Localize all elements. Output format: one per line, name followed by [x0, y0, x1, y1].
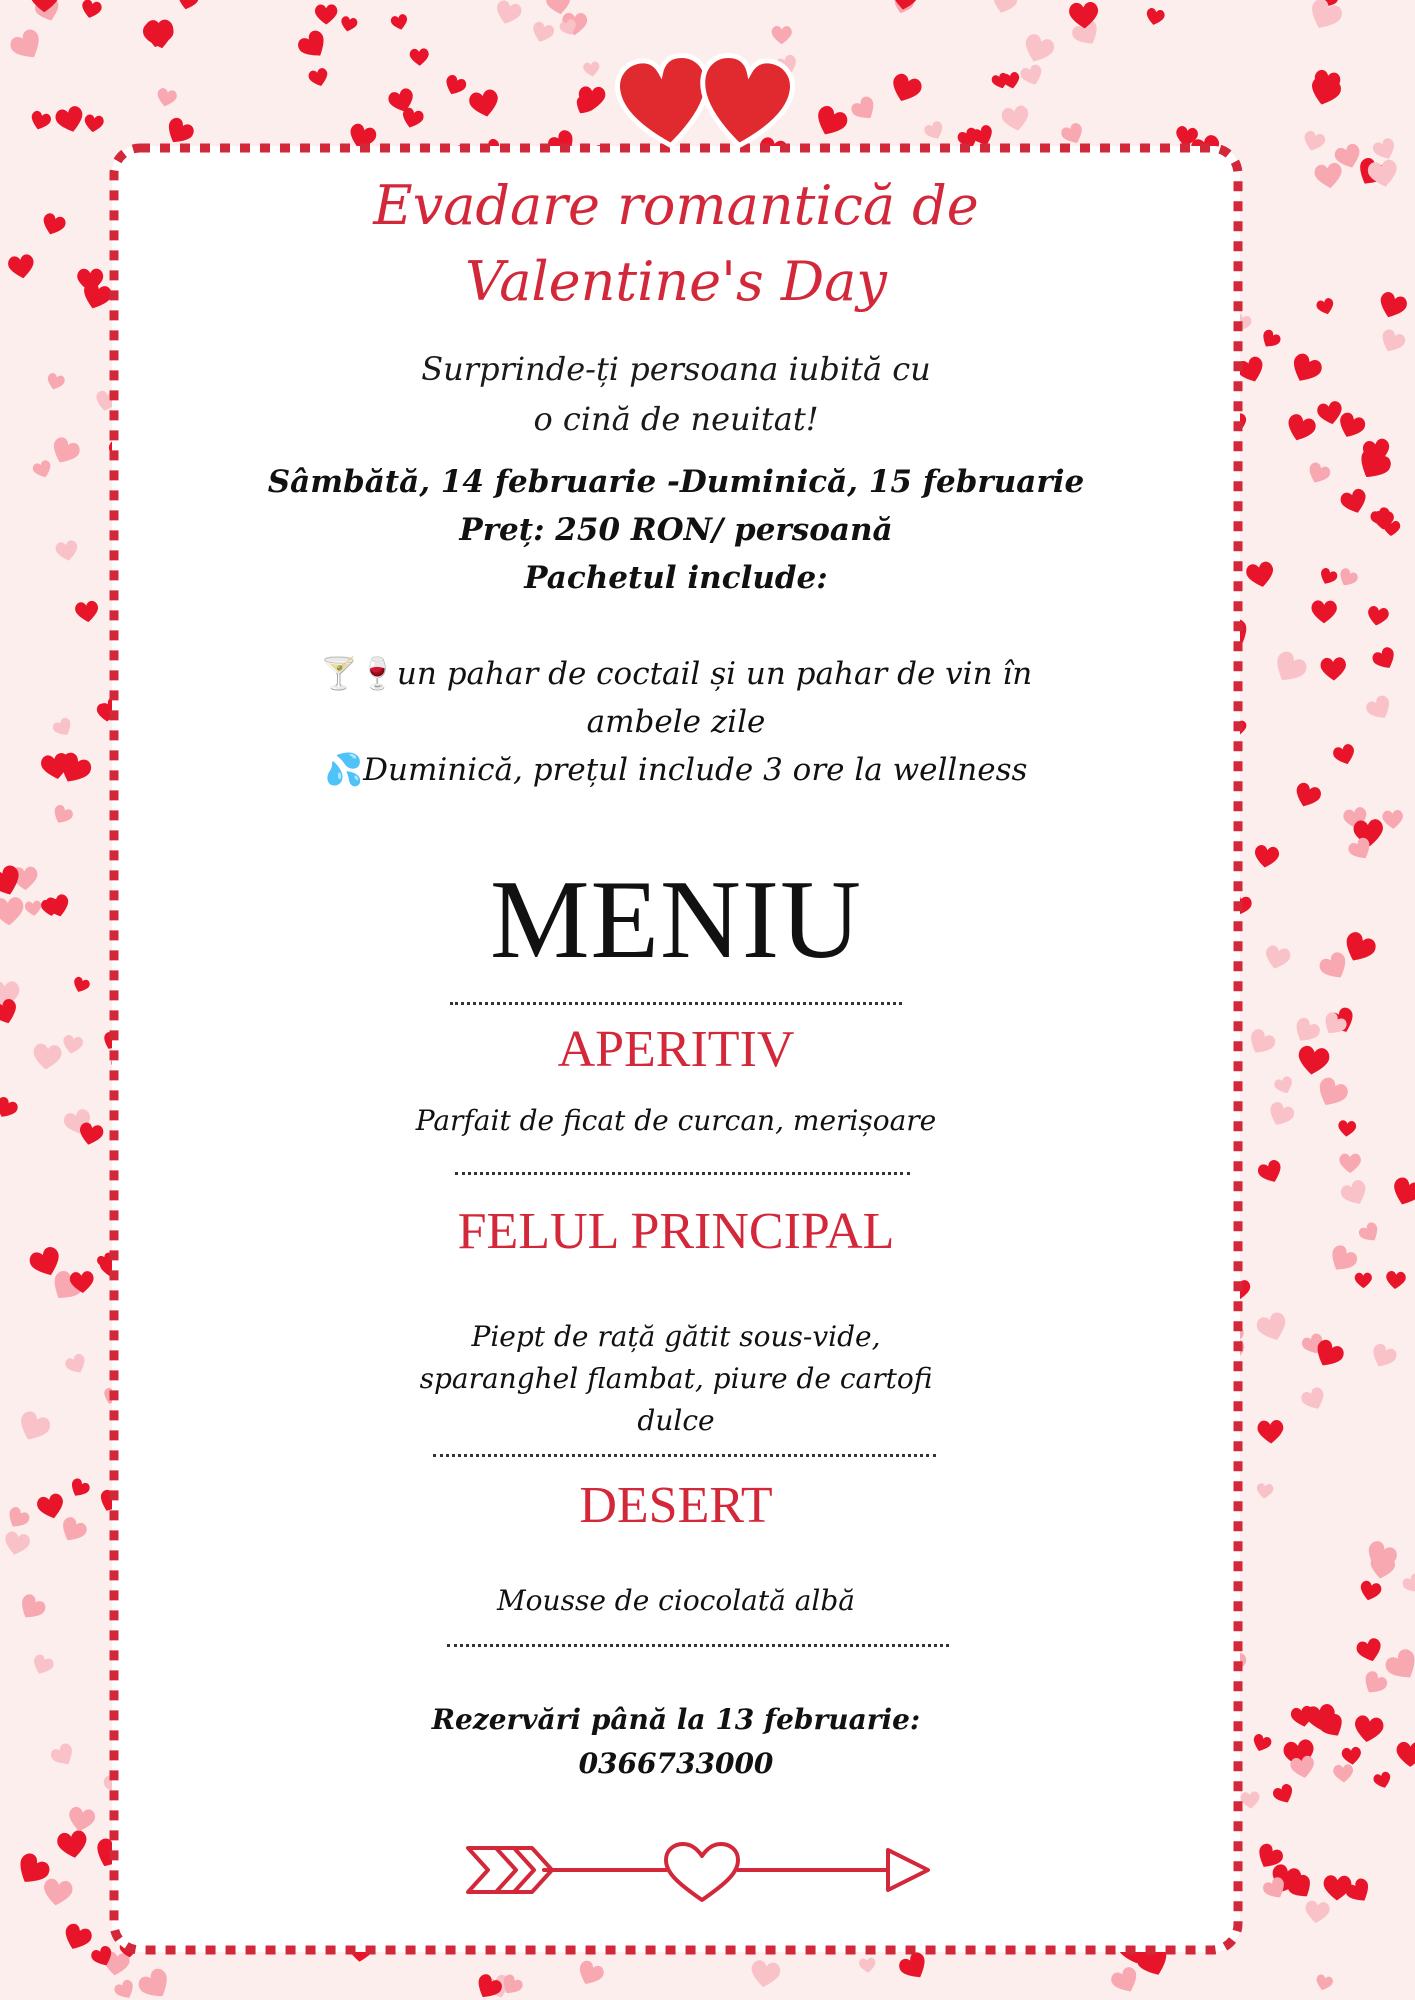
heart-icon	[55, 539, 80, 562]
heart-icon	[50, 803, 75, 827]
heart-icon	[135, 1966, 175, 2000]
heart-icon	[112, 1978, 137, 2000]
heart-icon	[1401, 1571, 1415, 1596]
heart-icon	[67, 1477, 91, 1501]
heart-icon	[1314, 1973, 1334, 1992]
heart-icon	[896, 1950, 931, 1984]
heart-icon	[4, 1505, 32, 1532]
heart-icon	[1271, 1782, 1297, 1807]
section-heading-main-course: FELUL PRINCIPAL	[457, 1203, 895, 1260]
heart-icon	[1339, 1154, 1361, 1174]
heart-icon	[80, 0, 103, 20]
heart-icon	[1301, 130, 1327, 154]
heart-icon	[583, 61, 601, 78]
heart-icon	[1336, 567, 1360, 590]
heart-icon	[15, 1592, 48, 1624]
heart-icon	[1366, 605, 1390, 627]
heart-icon	[1377, 327, 1407, 356]
arrow-heart-icon	[462, 1830, 942, 1910]
heart-icon	[0, 897, 25, 927]
heart-icon	[1290, 1015, 1323, 1047]
heart-icon	[1019, 63, 1045, 88]
heart-icon	[1389, 1175, 1415, 1209]
heart-icon	[1325, 1243, 1360, 1277]
heart-icon	[1317, 950, 1353, 985]
dish-line: dulce	[637, 1404, 715, 1437]
heart-icon	[24, 900, 42, 917]
heart-icon	[1332, 743, 1358, 768]
heart-icon	[61, 1034, 84, 1055]
heart-icon	[1371, 136, 1399, 163]
heart-icon	[1382, 810, 1404, 830]
heart-icon	[60, 1922, 94, 1954]
section-heading-aperitiv: APERITIV	[557, 1021, 795, 1078]
title-line-1: Evadare romantică de	[373, 174, 979, 237]
heart-icon	[1340, 929, 1379, 967]
event-details	[112, 458, 1240, 602]
heart-icon	[1269, 648, 1310, 688]
heart-icon	[1320, 657, 1346, 681]
heart-icon	[2, 1530, 31, 1557]
heart-icon	[63, 1352, 89, 1377]
heart-icon	[1372, 1771, 1393, 1791]
heart-icon	[7, 27, 46, 65]
heart-icon	[1254, 1310, 1290, 1345]
dish-dessert	[112, 1580, 1240, 1622]
divider	[447, 1644, 949, 1647]
heart-icon	[409, 48, 429, 66]
heart-icon	[51, 716, 75, 740]
wellness-text: Duminică, prețul include 3 ore la wellness	[363, 752, 1028, 788]
heart-icon	[31, 459, 54, 481]
heart-icon	[1341, 1746, 1362, 1765]
heart-icon	[888, 72, 924, 107]
heart-icon	[1355, 1273, 1373, 1289]
heart-icon	[749, 1959, 782, 1989]
heart-icon	[1339, 487, 1370, 517]
heart-icon	[41, 1878, 73, 1908]
heart-icon	[859, 1957, 877, 1973]
heart-icon	[1364, 693, 1396, 724]
heart-icon	[574, 1958, 606, 1989]
divider	[455, 1172, 910, 1175]
heart-icon	[1313, 162, 1343, 190]
heart-icon	[1256, 1483, 1274, 1500]
drinks-line-2: ambele zile	[586, 704, 766, 740]
heart-icon	[1265, 1100, 1296, 1130]
heart-icon	[1000, 104, 1031, 133]
divider	[450, 1002, 902, 1005]
package-heading: Pachetul include:	[524, 560, 828, 596]
heart-icon	[1283, 412, 1317, 445]
heart-icon	[48, 435, 83, 468]
cocktail-wine-icon: 🍸🍷	[319, 656, 397, 692]
heart-icon	[1020, 32, 1056, 67]
heart-icon	[1257, 1420, 1284, 1445]
heart-icon	[1258, 328, 1282, 352]
heart-icon	[1317, 567, 1339, 588]
heart-icon	[1382, 1646, 1415, 1686]
wellness-line	[112, 746, 1240, 794]
subtitle	[112, 344, 1240, 444]
two-hearts-icon	[612, 52, 802, 152]
heart-icon	[49, 1741, 78, 1770]
heart-icon	[1240, 1791, 1260, 1809]
heart-icon	[1305, 461, 1332, 487]
heart-icon	[1368, 1342, 1399, 1372]
menu-heading: MENIU	[489, 858, 863, 982]
heart-icon	[1109, 1965, 1143, 1997]
section-heading-dessert: DESERT	[579, 1477, 773, 1534]
heart-icon	[1250, 1733, 1273, 1754]
heart-icon	[1145, 7, 1166, 27]
heart-icon	[1316, 400, 1345, 427]
booking-phone: 0366733000	[578, 1747, 774, 1780]
heart-icon	[1305, 0, 1345, 35]
booking-label: Rezervări până la 13 februarie:	[431, 1703, 921, 1736]
package-includes	[112, 650, 1240, 794]
heart-icon	[74, 600, 99, 623]
heart-icon	[1273, 1075, 1296, 1097]
heart-icon	[1059, 121, 1086, 147]
heart-icon	[530, 20, 556, 45]
heart-icon	[30, 1653, 56, 1678]
heart-icon	[990, 0, 1019, 16]
heart-icon	[1338, 1178, 1371, 1210]
heart-icon	[1385, 1270, 1406, 1289]
dish-line: Mousse de ciocolată albă	[497, 1584, 855, 1617]
heart-icon	[32, 1043, 63, 1071]
heart-icon	[7, 253, 36, 280]
heart-icon	[176, 0, 200, 12]
dish-line: Parfait de ficat de curcan, merișoare	[415, 1104, 937, 1137]
heart-icon	[28, 110, 52, 133]
heart-icon	[45, 372, 66, 392]
heart-icon	[1315, 297, 1336, 317]
heart-icon	[442, 73, 468, 98]
heart-icon	[1287, 351, 1325, 387]
dish-line: Piept de rață gătit sous-vide,	[471, 1320, 881, 1353]
heart-icon	[1304, 1900, 1331, 1925]
heart-icon	[44, 893, 72, 920]
heart-icon	[66, 1806, 96, 1834]
heart-icon	[339, 15, 358, 33]
heart-icon	[315, 4, 338, 24]
page-title	[112, 168, 1240, 320]
heart-icon	[1292, 781, 1323, 811]
heart-icon	[1256, 1158, 1285, 1186]
heart-icon	[1253, 844, 1280, 869]
heart-icon	[1296, 1045, 1331, 1077]
heart-icon	[1359, 1669, 1389, 1699]
heart-icon	[54, 105, 87, 136]
dish-aperitiv	[112, 1100, 1240, 1142]
heart-icon	[1355, 1637, 1385, 1665]
booking-info	[112, 1698, 1240, 1786]
heart-icon	[849, 94, 880, 125]
subtitle-line-1: Surprinde-ți persoana iubită cu	[421, 350, 931, 388]
price: Preț: 250 RON/ persoană	[459, 512, 893, 548]
heart-icon	[1335, 411, 1368, 442]
heart-icon	[1263, 944, 1292, 971]
heart-icon	[307, 67, 330, 89]
heart-icon	[1245, 560, 1276, 589]
title-line-2: Valentine's Day	[465, 250, 887, 313]
heart-icon	[71, 976, 91, 995]
heart-icon	[1357, 1220, 1383, 1245]
heart-icon	[1311, 600, 1337, 623]
heart-icon	[0, 1095, 20, 1122]
heart-icon	[35, 1492, 66, 1521]
heart-icon	[771, 26, 791, 44]
subtitle-line-2: o cină de neuitat!	[533, 400, 819, 438]
drinks-line-1	[112, 650, 1240, 698]
heart-icon	[1370, 645, 1399, 673]
water-drops-icon: 💦	[324, 752, 364, 788]
heart-icon	[1396, 1742, 1415, 1767]
heart-icon	[468, 88, 502, 120]
heart-icon	[162, 115, 197, 149]
heart-icon	[1313, 1075, 1351, 1112]
dish-main-course	[112, 1316, 1240, 1442]
heart-icon	[390, 13, 409, 31]
heart-icon	[923, 120, 947, 143]
heart-icon	[155, 87, 178, 109]
event-dates: Sâmbătă, 14 februarie -Duminică, 15 februarie	[267, 464, 1085, 500]
heart-icon	[14, 1409, 52, 1446]
heart-icon	[57, 1515, 90, 1547]
heart-icon	[1244, 1027, 1277, 1060]
heart-icon	[56, 1829, 90, 1860]
heart-icon	[83, 114, 104, 133]
dish-line: sparanghel flambat, piure de cartofi	[419, 1362, 933, 1395]
heart-icon	[493, 0, 523, 27]
heart-icon	[40, 212, 68, 238]
heart-icon	[1352, 1714, 1384, 1744]
heart-icon	[1376, 290, 1409, 322]
heart-icon	[1358, 1580, 1383, 1603]
heart-icon	[1299, 1385, 1328, 1413]
divider	[433, 1454, 936, 1457]
heart-icon	[1337, 1120, 1356, 1138]
heart-icon	[1333, 1764, 1354, 1783]
heart-icon	[295, 28, 331, 64]
heart-icon	[811, 103, 850, 140]
drinks-text-1: un pahar de coctail și un pahar de vin în	[396, 656, 1033, 692]
